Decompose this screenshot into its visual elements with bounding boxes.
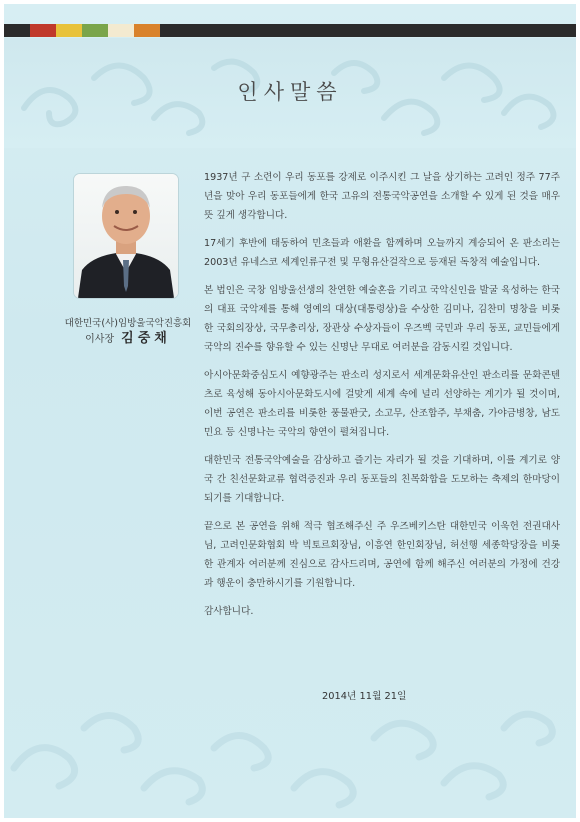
paragraph: 대한민국 전통국악예술을 감상하고 즐기는 자리가 될 것을 기대하며, 이를 계기로 양국 간 친선문화교류 협력증진과 우리 동포들의 친목화합을 도모하는 축제의 한마당이 되기를 기대합니다. xyxy=(204,455,560,504)
cloud-pattern-icon xyxy=(4,668,576,818)
speaker-organization: 대한민국(사)임방울국악진흥회 xyxy=(64,318,192,329)
paragraph: 본 법인은 국창 임방울선생의 찬연한 예술혼을 기리고 국악신인을 발굴 육성하는 한국의 대표 국악제를 통해 영예의 대상(대통령상)을 수상한 김미나, 김찬미 명창을 비롯한 국회의장상, 국무총리상, 장관상 수상자들이 우즈벡 국민과 우리 동포, 교민들에게 국악의 진수를 향유할 수 있는 신명난 무대로 여러분을 감동시킬 것입니다. xyxy=(204,285,560,353)
greeting-page xyxy=(4,4,576,818)
speaker-name: 김중채 xyxy=(121,331,171,346)
greeting-body xyxy=(204,168,560,630)
closing-remark: 감사합니다. xyxy=(204,606,254,617)
page-title: 인사말씀 xyxy=(237,80,343,104)
speaker-caption xyxy=(64,316,192,347)
paragraph: 아시아문화중심도시 예향광주는 판소리 성지로서 세계문화유산인 판소리를 문화콘텐츠로 육성해 동아시아문화도시에 걸맞게 세계 속에 널리 선양하는 계기가 될 것이며, 이번 공연은 판소리를 비롯한 풍물판굿, 소고무, 산조합주, 부채춤, 가야금병창, 남도민요 등 신명나는 국악의 향연이 펼쳐집니다. xyxy=(204,370,560,438)
paragraph: 끝으로 본 공연을 위해 적극 협조해주신 주 우즈베키스탄 대한민국 이욱헌 전권대사님, 고려인문화협회 박 빅토르회장님, 이흥연 한인회장님, 허선행 세종학당장을 비롯한 관계자 여러분께 진심으로 감사드리며, 공연에 함께 해주신 여러분의 가정에 건강과 행운이 충만하시기를 기원합니다. xyxy=(204,521,560,589)
letter-date: 2014년 11월 21일 xyxy=(322,691,407,702)
speaker-position: 이사장 xyxy=(85,334,115,345)
speaker-portrait xyxy=(74,174,178,298)
paragraph: 1937년 구 소련이 우리 동포를 강제로 이주시킨 그 날을 상기하는 고려인 정주 77주년을 맞아 우리 동포들에게 한국 고유의 전통국악공연을 소개할 수 있게 된 것을 매우 뜻 깊게 생각합니다. xyxy=(204,172,560,221)
paragraph: 17세기 후반에 태동하여 민초들과 애환을 함께하며 오늘까지 계승되어 온 판소리는 2003년 유네스코 세계인류구전 및 무형유산걸작으로 등재된 독창적 예술입니다. xyxy=(204,238,560,268)
cloud-pattern-footer xyxy=(4,668,576,818)
person-icon xyxy=(74,174,178,298)
color-stripe-bar xyxy=(4,24,576,37)
